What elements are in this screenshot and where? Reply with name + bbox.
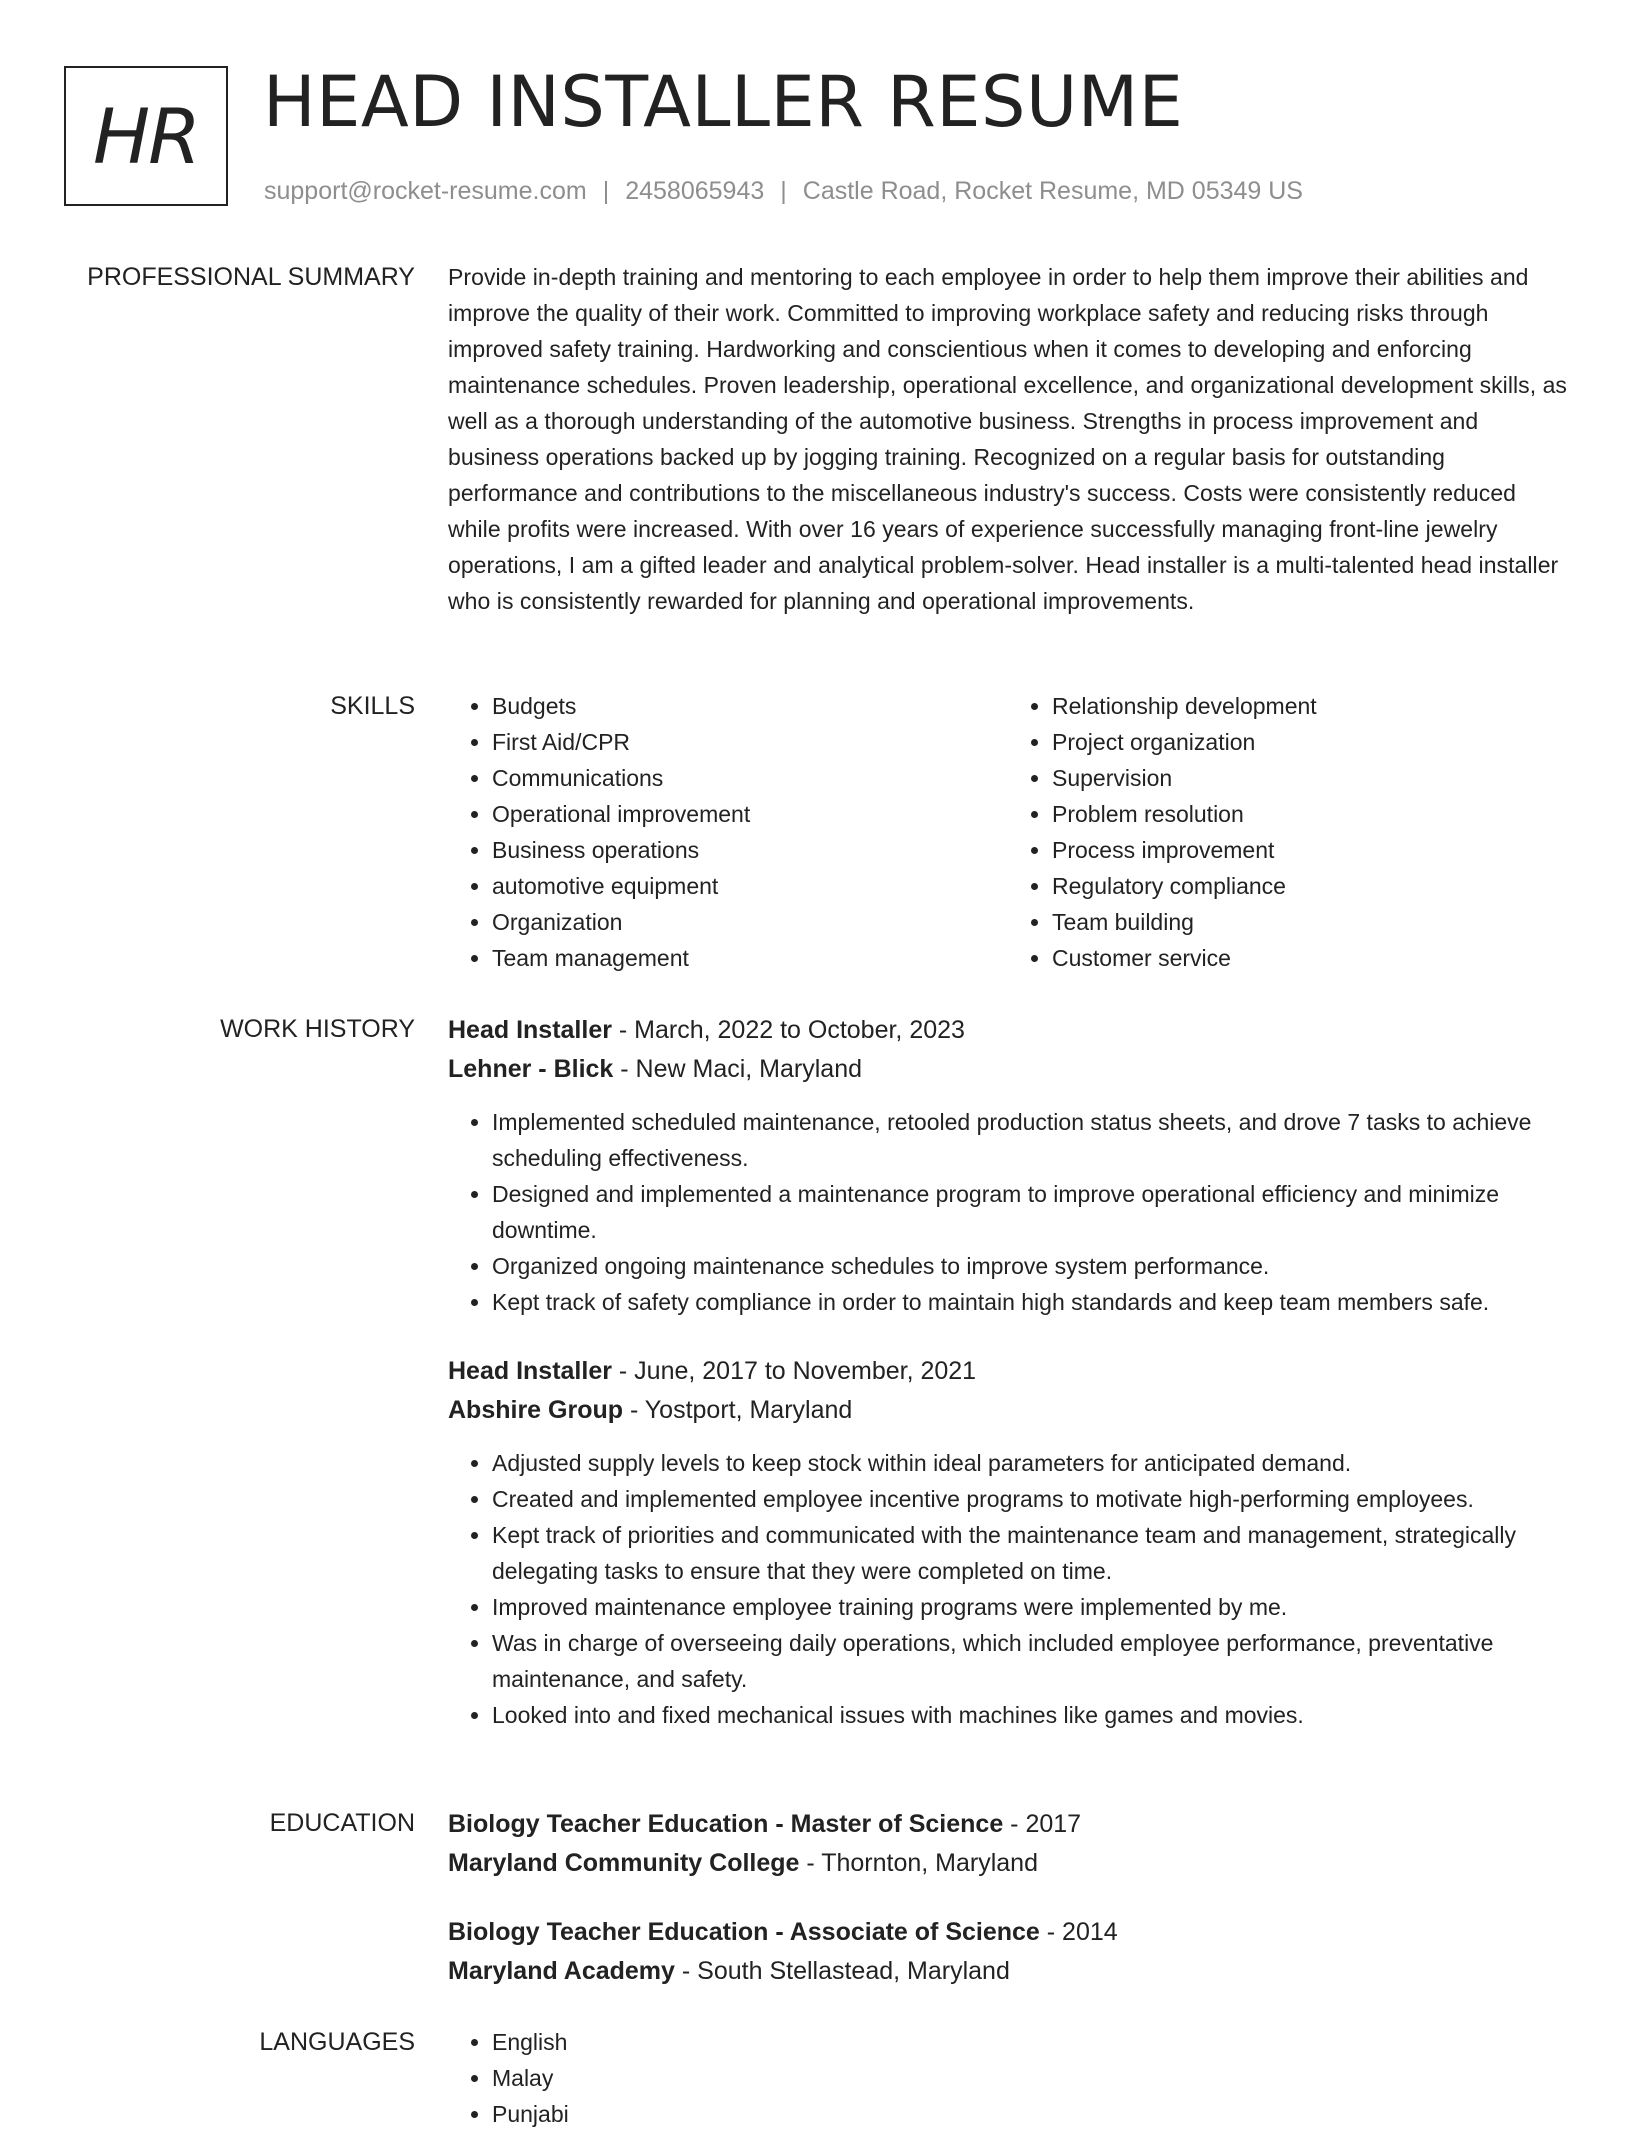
page-title: HEAD INSTALLER RESUME bbox=[263, 61, 1184, 143]
education-school: Maryland Community College bbox=[448, 1849, 800, 1877]
monogram-logo: HR bbox=[64, 66, 228, 206]
job-duties-list bbox=[448, 1445, 1568, 1733]
job-dates: - June, 2017 to November, 2021 bbox=[611, 1357, 977, 1385]
section-label-skills: SKILLS bbox=[330, 692, 415, 720]
contact-separator: | bbox=[780, 177, 787, 205]
skill-item: • Communications bbox=[492, 760, 1008, 796]
education-entry bbox=[448, 1913, 1568, 1991]
section-label-languages: LANGUAGES bbox=[259, 2028, 415, 2056]
education-school-line bbox=[448, 1844, 1568, 1883]
skill-item: • Organization bbox=[492, 904, 1008, 940]
job-title-line bbox=[448, 1011, 1568, 1050]
skill-item: • Operational improvement bbox=[492, 796, 1008, 832]
job-duty: • Kept track of priorities and communicated with the maintenance team and management, strategically delegating tasks to ensure that they were completed on time. bbox=[492, 1517, 1568, 1589]
skill-item: • Supervision bbox=[1052, 760, 1568, 796]
summary-text: Provide in-depth training and mentoring to each employee in order to help them improve their abilities and improve the quality of their work. Committed to improving workplace safety and reducing risks through improved safety training. Hardworking and conscientious when it comes to developing and enforcing maintenance schedules. Proven leadership, operational excellence, and organizational development skills, as well as a thorough understanding of the automotive business. Strengths in process improvement and business operations backed up by jogging training. Recognized on a regular basis for outstanding performance and contributions to the miscellaneous industry's success. Costs were consistently reduced while profits were increased. With over 16 years of experience successfully managing front-line jewelry operations, I am a gifted leader and analytical problem-solver. Head installer is a multi-talented head installer who is consistently rewarded for planning and operational improvements. bbox=[448, 264, 1567, 614]
job-company-line bbox=[448, 1391, 1568, 1430]
languages-list bbox=[448, 2024, 1568, 2132]
education-degree-line bbox=[448, 1805, 1568, 1844]
education-degree: Biology Teacher Education - Associate of Science bbox=[448, 1918, 1040, 1946]
job-duty: • Implemented scheduled maintenance, retooled production status sheets, and drove 7 tasks to achieve scheduling effectiveness. bbox=[492, 1104, 1568, 1176]
education-degree-line bbox=[448, 1913, 1568, 1952]
contact-email[interactable]: support@rocket-resume.com bbox=[264, 177, 587, 205]
language-item: • Malay bbox=[492, 2060, 1568, 2096]
skill-item: • automotive equipment bbox=[492, 868, 1008, 904]
education-entry bbox=[448, 1805, 1568, 1883]
skill-item: • Problem resolution bbox=[1052, 796, 1568, 832]
contact-separator: | bbox=[602, 177, 610, 205]
contact-phone[interactable]: 2458065943 bbox=[625, 177, 765, 205]
contact-line bbox=[264, 174, 1303, 208]
section-label-education: EDUCATION bbox=[269, 1809, 415, 1837]
section-label-work-history: WORK HISTORY bbox=[220, 1015, 415, 1043]
job-company-line bbox=[448, 1050, 1568, 1089]
contact-address: Castle Road, Rocket Resume, MD 05349 US bbox=[802, 177, 1303, 205]
job-dates: - March, 2022 to October, 2023 bbox=[611, 1016, 965, 1044]
job-entry bbox=[448, 1011, 1568, 1320]
job-entry bbox=[448, 1352, 1568, 1733]
job-location: - New Maci, Maryland bbox=[613, 1055, 862, 1083]
education-location: - South Stellastead, Maryland bbox=[674, 1957, 1010, 1985]
skill-item: • Regulatory compliance bbox=[1052, 868, 1568, 904]
education-year: - 2017 bbox=[1003, 1810, 1082, 1838]
language-item: • English bbox=[492, 2024, 1568, 2060]
education-school: Maryland Academy bbox=[448, 1957, 675, 1985]
education-degree: Biology Teacher Education - Master of Science bbox=[448, 1810, 1004, 1838]
job-title: Head Installer bbox=[448, 1016, 612, 1044]
job-duty: • Created and implemented employee incentive programs to motivate high-performing employees. bbox=[492, 1481, 1568, 1517]
job-duty: • Looked into and fixed mechanical issues with machines like games and movies. bbox=[492, 1697, 1568, 1733]
skill-item: • First Aid/CPR bbox=[492, 724, 1008, 760]
skill-item: • Process improvement bbox=[1052, 832, 1568, 868]
job-duty: • Adjusted supply levels to keep stock within ideal parameters for anticipated demand. bbox=[492, 1445, 1568, 1481]
job-duty: • Organized ongoing maintenance schedules to improve system performance. bbox=[492, 1248, 1568, 1284]
job-duty: • Improved maintenance employee training programs were implemented by me. bbox=[492, 1589, 1568, 1625]
language-item: • Punjabi bbox=[492, 2096, 1568, 2132]
job-duty: • Designed and implemented a maintenance program to improve operational efficiency and minimize downtime. bbox=[492, 1176, 1568, 1248]
skill-item: • Customer service bbox=[1052, 940, 1568, 976]
skills-list-right bbox=[1008, 688, 1568, 976]
job-title: Head Installer bbox=[448, 1357, 612, 1385]
job-duty: • Kept track of safety compliance in order to maintain high standards and keep team members safe. bbox=[492, 1284, 1568, 1320]
skill-item: • Team management bbox=[492, 940, 1008, 976]
education-year: - 2014 bbox=[1039, 1918, 1118, 1946]
education-school-line bbox=[448, 1952, 1568, 1991]
skill-item: • Budgets bbox=[492, 688, 1008, 724]
skills-list-left bbox=[448, 688, 1008, 976]
skill-item: • Relationship development bbox=[1052, 688, 1568, 724]
job-company: Abshire Group bbox=[448, 1396, 624, 1424]
skill-item: • Project organization bbox=[1052, 724, 1568, 760]
skill-item: • Business operations bbox=[492, 832, 1008, 868]
job-duties-list bbox=[448, 1104, 1568, 1320]
job-company: Lehner - Blick bbox=[448, 1055, 614, 1083]
job-title-line bbox=[448, 1352, 1568, 1391]
job-duty: • Was in charge of overseeing daily operations, which included employee performance, preventative maintenance, and safety. bbox=[492, 1625, 1568, 1697]
job-location: - Yostport, Maryland bbox=[623, 1396, 853, 1424]
education-location: - Thornton, Maryland bbox=[799, 1849, 1038, 1877]
section-label-summary: PROFESSIONAL SUMMARY bbox=[87, 263, 415, 291]
skill-item: • Team building bbox=[1052, 904, 1568, 940]
